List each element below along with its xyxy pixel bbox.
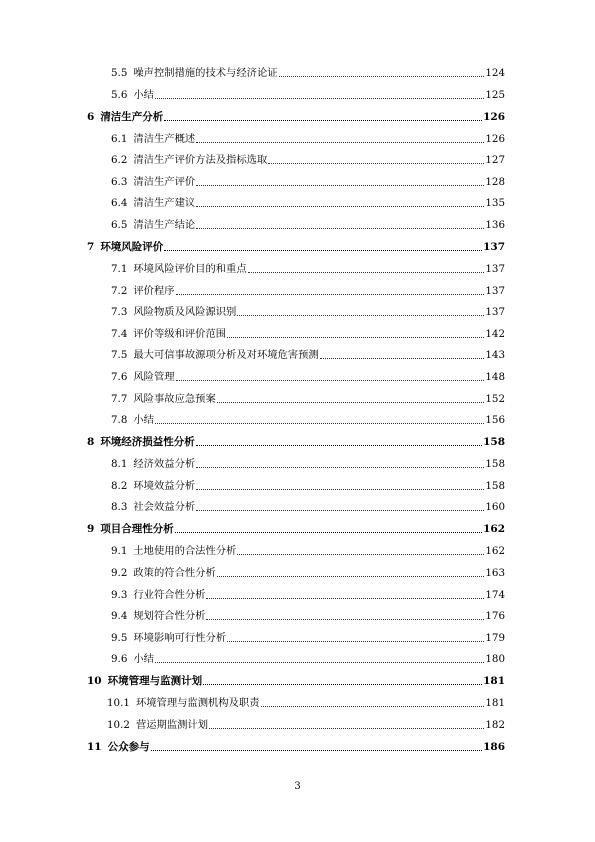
toc-entry-title: 最大可信事故源项分析及对环境危害预测 [133, 349, 319, 362]
toc-entry-page: 125 [485, 88, 505, 101]
toc-section-entry[interactable] [87, 371, 505, 384]
toc-entry-title: 环境经济损益性分析 [100, 436, 195, 449]
toc-section-entry[interactable] [87, 67, 505, 80]
toc-entry-page: 126 [485, 132, 505, 145]
toc-section-entry[interactable] [87, 697, 505, 710]
toc-entry-number: 10.2 [107, 718, 130, 731]
toc-entry-number: 9.3 [111, 588, 128, 601]
toc-entry-page: 158 [483, 436, 505, 449]
toc-leader-dots [196, 185, 484, 186]
toc-entry-page: 158 [485, 479, 505, 492]
toc-entry-number: 7.3 [111, 306, 128, 319]
toc-leader-dots [206, 598, 484, 599]
toc-entry-number: 7.4 [111, 327, 128, 340]
toc-entry-number: 5.6 [111, 88, 128, 101]
toc-leader-dots [176, 380, 485, 381]
toc-entry-page: 186 [483, 740, 505, 753]
toc-chapter-entry[interactable] [87, 523, 505, 536]
toc-entry-number: 10.1 [107, 697, 130, 710]
toc-entry-title: 环境管理与监测计划 [107, 675, 203, 688]
toc-section-entry[interactable] [87, 414, 505, 427]
toc-leader-dots [279, 76, 485, 77]
toc-entry-number: 6.4 [111, 197, 128, 210]
toc-leader-dots [175, 532, 482, 533]
toc-entry-page: 137 [485, 306, 505, 319]
toc-entry-title: 清洁生产结论 [133, 218, 196, 231]
toc-leader-dots [237, 554, 484, 555]
toc-section-entry[interactable] [87, 458, 505, 471]
toc-entry-page: 137 [483, 240, 505, 253]
toc-entry-page: 181 [485, 697, 505, 710]
toc-entry-title: 评价等级和评价范围 [133, 327, 227, 340]
toc-leader-dots [155, 662, 484, 663]
toc-leader-dots [196, 228, 484, 229]
toc-leader-dots [196, 489, 484, 490]
toc-entry-number: 6.3 [111, 175, 128, 188]
toc-entry-page: 142 [485, 327, 505, 340]
toc-entry-number: 6.2 [111, 154, 128, 167]
toc-entry-title: 清洁生产建议 [133, 197, 196, 210]
toc-section-entry[interactable] [87, 285, 505, 298]
toc-entry-page: 180 [485, 653, 505, 666]
toc-entry-page: 126 [483, 110, 505, 123]
toc-entry-title: 风险物质及风险源识别 [133, 306, 237, 319]
toc-entry-number: 11 [87, 740, 102, 753]
toc-entry-title: 清洁生产分析 [100, 110, 164, 123]
toc-entry-page: 162 [485, 545, 505, 558]
toc-section-entry[interactable] [87, 176, 505, 189]
toc-leader-dots [176, 294, 485, 295]
toc-leader-dots [206, 619, 484, 620]
toc-entry-title: 清洁生产概述 [133, 132, 196, 145]
table-of-contents [87, 67, 505, 763]
toc-entry-number: 8.1 [111, 458, 128, 471]
toc-entry-title: 小结 [133, 653, 154, 666]
toc-entry-number: 9.5 [111, 631, 128, 644]
toc-section-entry[interactable] [87, 306, 505, 319]
toc-section-entry[interactable] [87, 154, 505, 167]
toc-leader-dots [155, 98, 484, 99]
toc-entry-title: 风险管理 [133, 370, 175, 383]
toc-leader-dots [227, 641, 484, 642]
toc-entry-page: 158 [485, 458, 505, 471]
toc-entry-title: 营运期监测计划 [135, 718, 209, 731]
toc-section-entry[interactable] [87, 501, 505, 514]
toc-entry-number: 8.2 [111, 479, 128, 492]
toc-leader-dots [320, 358, 485, 359]
toc-entry-number: 8.3 [111, 501, 128, 514]
toc-leader-dots [217, 576, 485, 577]
toc-section-entry[interactable] [87, 545, 505, 558]
toc-chapter-entry[interactable] [87, 111, 505, 124]
toc-section-entry[interactable] [87, 719, 505, 732]
toc-entry-title: 评价程序 [133, 284, 175, 297]
toc-entry-title: 公众参与 [107, 740, 150, 753]
toc-entry-page: 137 [485, 284, 505, 297]
toc-leader-dots [261, 706, 485, 707]
toc-section-entry[interactable] [87, 632, 505, 645]
toc-leader-dots [203, 684, 482, 685]
toc-entry-page: 182 [485, 718, 505, 731]
toc-entry-title: 经济效益分析 [133, 458, 196, 471]
toc-entry-title: 环境管理与监测机构及职责 [135, 697, 260, 710]
toc-entry-number: 7.1 [111, 262, 128, 275]
toc-entry-number: 6 [87, 110, 95, 123]
toc-entry-page: 136 [485, 218, 505, 231]
toc-leader-dots [196, 142, 484, 143]
toc-entry-number: 9.6 [111, 653, 128, 666]
toc-entry-number: 7.6 [111, 370, 128, 383]
toc-section-entry[interactable] [87, 480, 505, 493]
toc-entry-number: 7.2 [111, 284, 128, 297]
toc-entry-title: 环境风险评价 [100, 240, 164, 253]
toc-entry-title: 风险事故应急预案 [133, 392, 216, 405]
toc-entry-number: 6.1 [111, 132, 128, 145]
toc-section-entry[interactable] [87, 610, 505, 623]
toc-leader-dots [227, 337, 484, 338]
toc-entry-page: 124 [485, 67, 505, 79]
toc-entry-title: 规划符合性分析 [133, 610, 206, 623]
toc-leader-dots [196, 206, 484, 207]
toc-section-entry[interactable] [87, 89, 505, 102]
toc-entry-number: 7.5 [111, 349, 128, 362]
toc-entry-title: 政策的符合性分析 [133, 566, 216, 579]
toc-entry-title: 社会效益分析 [133, 501, 196, 514]
toc-entry-title: 清洁生产评价方法及指标选取 [133, 154, 268, 167]
toc-entry-number: 10 [87, 675, 102, 688]
toc-leader-dots [268, 163, 484, 164]
toc-entry-page: 137 [485, 262, 505, 275]
toc-leader-dots [248, 272, 485, 273]
toc-entry-page: 162 [483, 523, 505, 536]
toc-leader-dots [151, 750, 482, 751]
toc-entry-number: 7 [87, 240, 95, 253]
toc-entry-page: 128 [485, 175, 505, 188]
toc-section-entry[interactable] [87, 393, 505, 406]
toc-section-entry[interactable] [87, 653, 505, 666]
toc-chapter-entry[interactable] [87, 741, 505, 754]
toc-entry-title: 小结 [133, 414, 154, 427]
toc-entry-page: 135 [485, 197, 505, 210]
toc-entry-number: 6.5 [111, 218, 128, 231]
toc-leader-dots [217, 402, 485, 403]
toc-entry-title: 噪声控制措施的技术与经济论证 [133, 67, 278, 79]
toc-leader-dots [209, 728, 484, 729]
toc-section-entry[interactable] [87, 328, 505, 341]
toc-entry-page: 176 [485, 610, 505, 623]
toc-leader-dots [155, 423, 484, 424]
toc-entry-page: 127 [485, 154, 505, 167]
toc-entry-page: 152 [485, 392, 505, 405]
toc-leader-dots [196, 467, 484, 468]
toc-entry-number: 9.1 [111, 545, 128, 558]
toc-leader-dots [237, 315, 484, 316]
toc-entry-title: 小结 [133, 88, 154, 101]
toc-entry-title: 环境风险评价目的和重点 [133, 262, 247, 275]
toc-entry-page: 174 [485, 588, 505, 601]
toc-entry-page: 160 [485, 501, 505, 514]
toc-entry-number: 7.8 [111, 414, 128, 427]
toc-leader-dots [164, 120, 482, 121]
page-number: 3 [294, 781, 301, 792]
toc-section-entry[interactable] [87, 133, 505, 146]
toc-entry-number: 7.7 [111, 392, 128, 405]
toc-entry-page: 181 [483, 675, 505, 688]
toc-entry-title: 清洁生产评价 [133, 175, 196, 188]
toc-entry-page: 143 [485, 349, 505, 362]
toc-entry-number: 9.4 [111, 610, 128, 623]
toc-chapter-entry[interactable] [87, 436, 505, 449]
toc-section-entry[interactable] [87, 219, 505, 232]
toc-leader-dots [196, 510, 484, 511]
toc-entry-page: 156 [485, 414, 505, 427]
toc-entry-page: 148 [485, 370, 505, 383]
toc-section-entry[interactable] [87, 197, 505, 210]
toc-entry-number: 8 [87, 436, 95, 449]
toc-leader-dots [196, 445, 482, 446]
toc-entry-page: 163 [485, 566, 505, 579]
toc-entry-number: 9.2 [111, 566, 128, 579]
toc-entry-title: 环境效益分析 [133, 479, 196, 492]
toc-entry-title: 土地使用的合法性分析 [133, 545, 237, 558]
toc-entry-number: 9 [87, 523, 95, 536]
toc-chapter-entry[interactable] [87, 241, 505, 254]
toc-entry-title: 项目合理性分析 [100, 523, 174, 536]
toc-leader-dots [164, 250, 482, 251]
toc-section-entry[interactable] [87, 263, 505, 276]
toc-section-entry[interactable] [87, 567, 505, 580]
toc-entry-page: 179 [485, 631, 505, 644]
toc-chapter-entry[interactable] [87, 675, 505, 688]
toc-entry-title: 行业符合性分析 [133, 588, 206, 601]
toc-section-entry[interactable] [87, 349, 505, 362]
toc-entry-number: 5.5 [111, 67, 128, 79]
toc-entry-title: 环境影响可行性分析 [133, 631, 227, 644]
toc-section-entry[interactable] [87, 589, 505, 602]
